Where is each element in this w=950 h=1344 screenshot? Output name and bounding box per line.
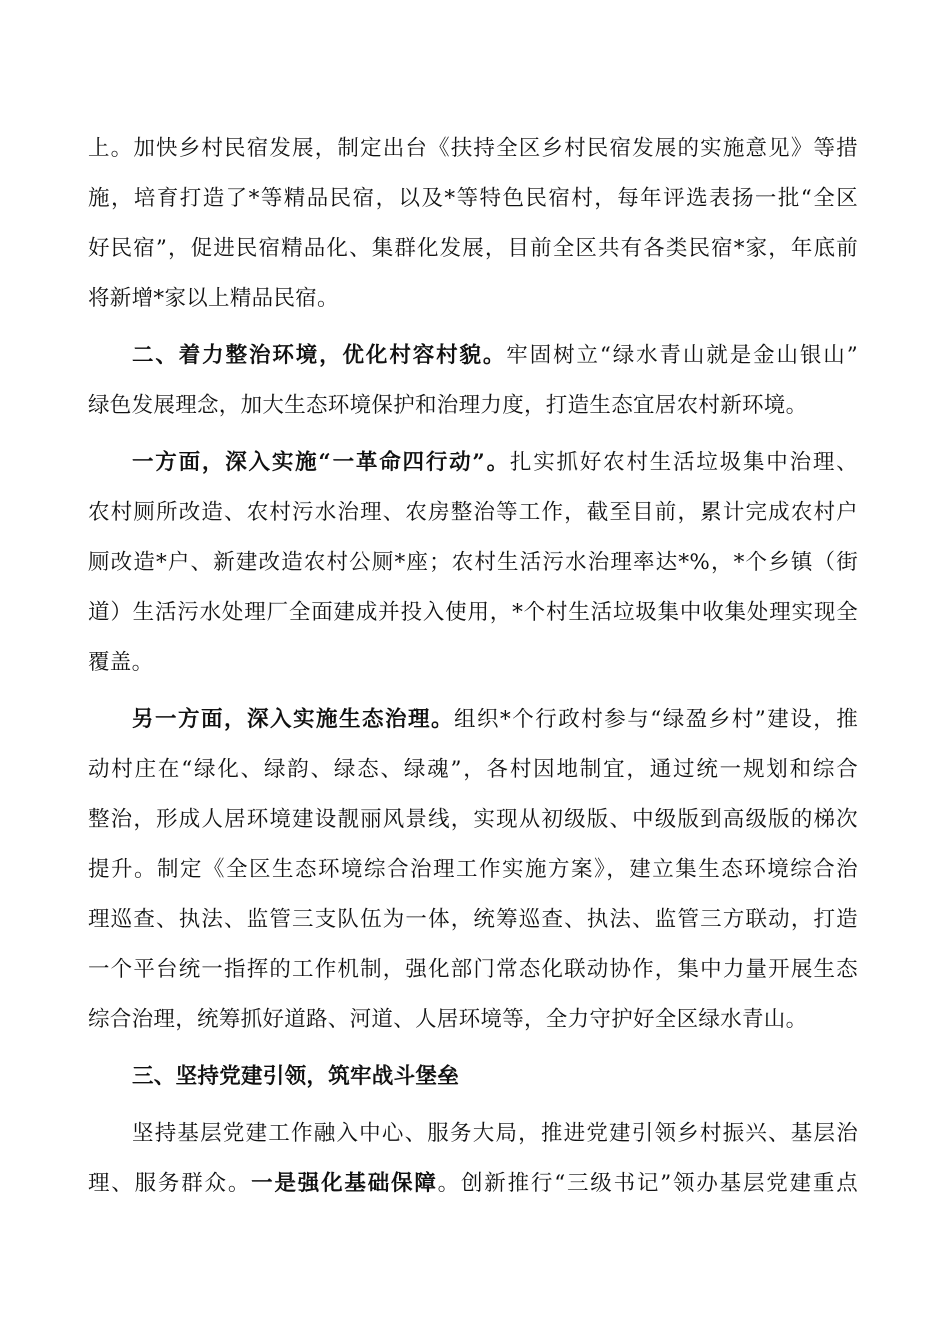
paragraph-5-line-1: 坚持基层党建工作融入中心、服务大局，推进党建引领乡村振兴、基层治 bbox=[132, 1121, 858, 1146]
paragraph-1-line-4: 将新增*家以上精品民宿。 bbox=[88, 286, 339, 311]
section-2-heading: 二、着力整治环境，优化村容村貌。 bbox=[132, 343, 507, 368]
paragraph-3-line-4: 道）生活污水处理厂全面建成并投入使用，*个村生活垃圾集中收集处理实现全 bbox=[88, 600, 858, 625]
paragraph-4-line-3: 整治，形成人居环境建设靓丽风景线，实现从初级版、中级版到高级版的梯次 bbox=[88, 807, 858, 832]
paragraph-1-line-2: 施，培育打造了*等精品民宿，以及*等特色民宿村，每年评选表扬一批“全区 bbox=[88, 186, 858, 211]
paragraph-4-line-6: 一个平台统一指挥的工作机制，强化部门常态化联动协作，集中力量开展生态 bbox=[88, 957, 858, 982]
paragraph-3-line-3: 厕改造*户、新建改造农村公厕*座；农村生活污水治理率达*%，*个乡镇（街 bbox=[88, 550, 858, 575]
section-3-heading: 三、坚持党建引领，筑牢战斗堡垒 bbox=[132, 1064, 460, 1089]
section-2-line-1-text: 牢固树立“绿水青山就是金山银山” bbox=[506, 343, 858, 368]
paragraph-4-line-1 bbox=[132, 700, 858, 740]
section-2-line-1 bbox=[132, 336, 858, 376]
paragraph-4-line-5: 理巡查、执法、监管三支队伍为一体，统筹巡查、执法、监管三方联动，打造 bbox=[88, 907, 858, 932]
paragraph-3-line-2: 农村厕所改造、农村污水治理、农房整治等工作，截至目前，累计完成农村户 bbox=[88, 500, 858, 525]
paragraph-4-heading: 另一方面，深入实施生态治理。 bbox=[132, 707, 454, 732]
paragraph-3-line-5: 覆盖。 bbox=[88, 650, 154, 675]
paragraph-1-line-1: 上。加快乡村民宿发展，制定出台《扶持全区乡村民宿发展的实施意见》等措 bbox=[88, 136, 858, 161]
section-2-line-2: 绿色发展理念，加大生态环境保护和治理力度，打造生态宜居农村新环境。 bbox=[88, 393, 808, 418]
paragraph-5-line-2-start: 理、服务群众。 bbox=[88, 1171, 252, 1196]
paragraph-5-line-2 bbox=[88, 1164, 858, 1204]
paragraph-3-line-1 bbox=[132, 443, 858, 483]
paragraph-3-line-1-text: 扎实抓好农村生活垃圾集中治理、 bbox=[509, 450, 858, 475]
paragraph-4-line-2: 动村庄在“绿化、绿韵、绿态、绿魂”，各村因地制宜，通过统一规划和综合 bbox=[88, 757, 858, 782]
paragraph-4-line-7: 综合治理，统筹抓好道路、河道、人居环境等，全力守护好全区绿水青山。 bbox=[88, 1007, 808, 1032]
paragraph-5-line-2-text: 。创新推行“三级书记”领办基层党建重点 bbox=[437, 1171, 859, 1196]
paragraph-5-subheading: 一是强化基础保障 bbox=[251, 1171, 438, 1196]
paragraph-1-line-3: 好民宿”，促进民宿精品化、集群化发展，目前全区共有各类民宿*家，年底前 bbox=[88, 236, 858, 261]
paragraph-3-heading: 一方面，深入实施“一革命四行动”。 bbox=[132, 450, 510, 475]
paragraph-4-line-4: 提升。制定《全区生态环境综合治理工作实施方案》，建立集生态环境综合治 bbox=[88, 857, 858, 882]
paragraph-4-line-1-text: 组织*个行政村参与“绿盈乡村”建设，推 bbox=[453, 707, 858, 732]
